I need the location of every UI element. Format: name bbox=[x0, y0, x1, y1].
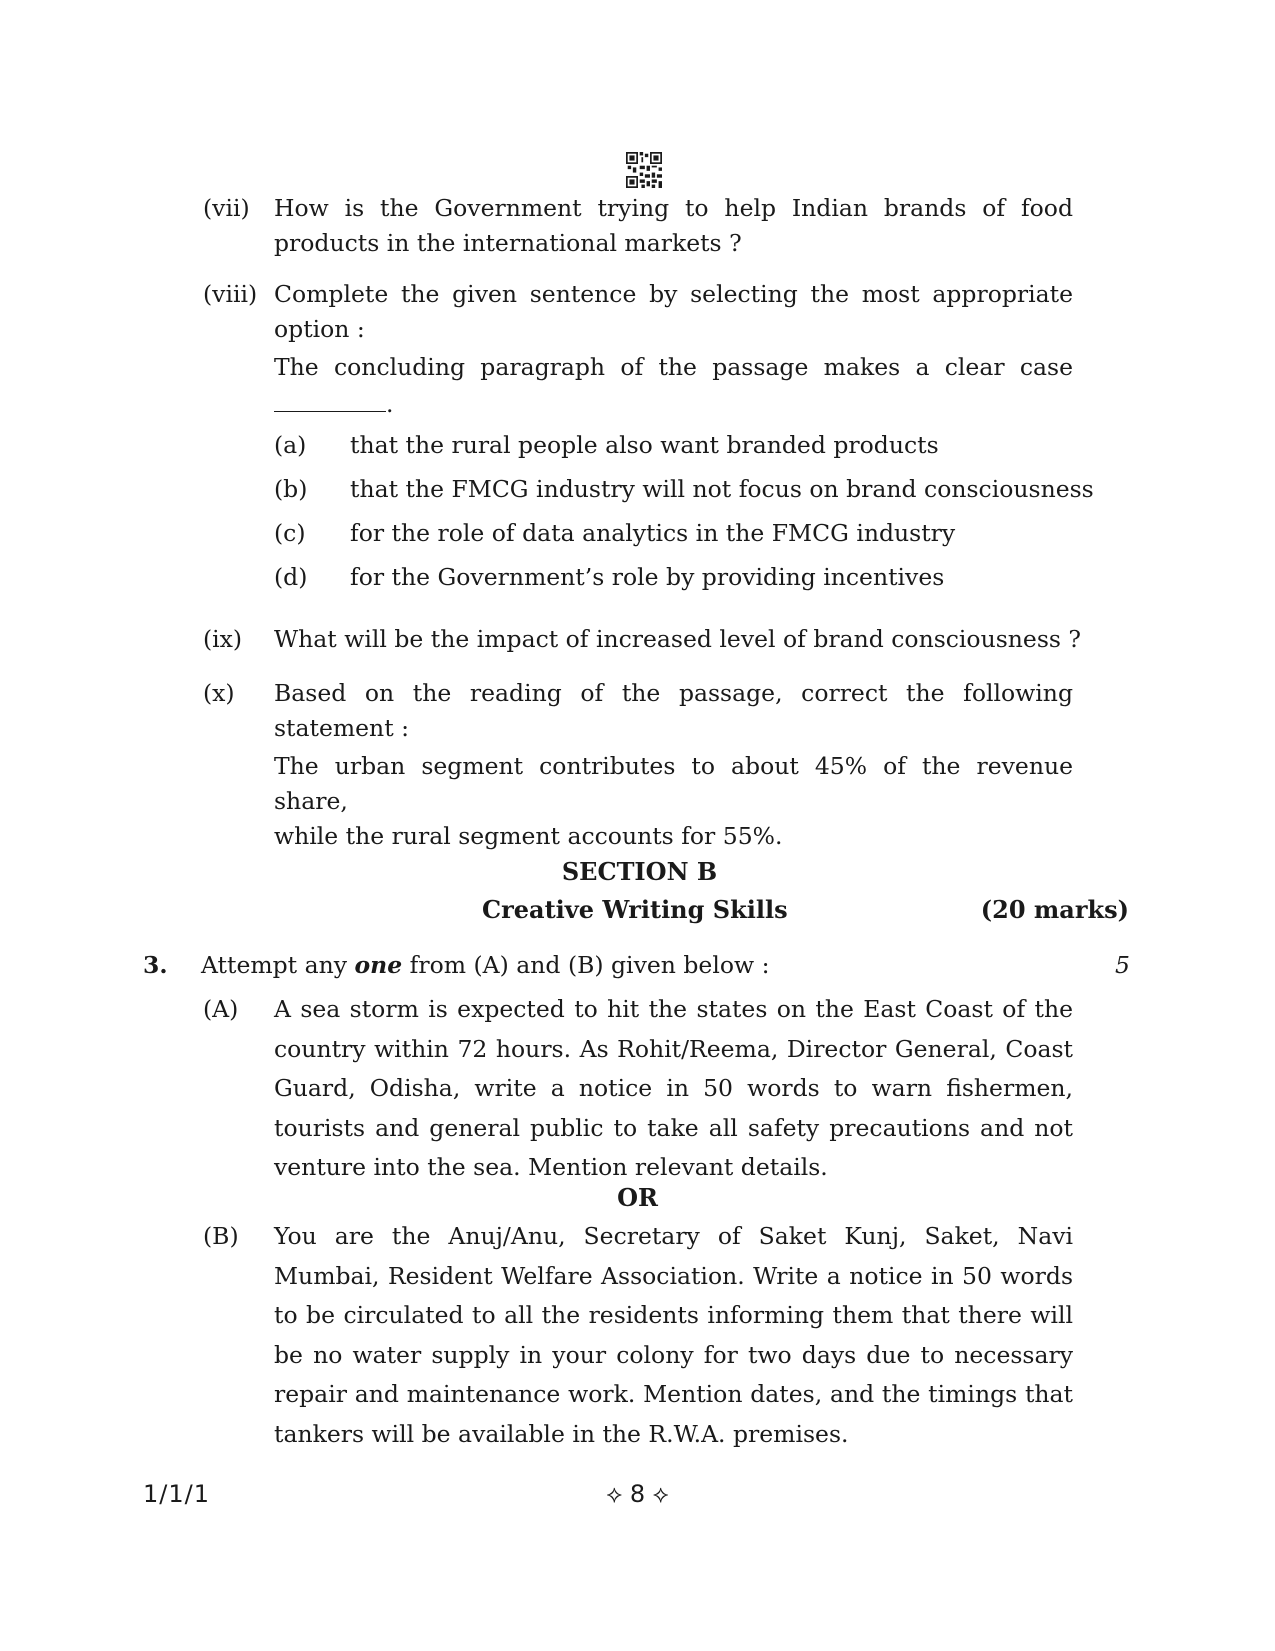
question-x bbox=[203, 676, 1073, 854]
question-marks: 5 bbox=[1115, 951, 1130, 979]
paper-code: 1/1/1 bbox=[143, 1480, 210, 1508]
option-text: You are the Anuj/Anu, Secretary of Saket Kunj, Saket, Navi Mumbai, Resident Welfare Association. Write a notice in 50 words to be circulated to all the residents informing them that there will be no water supply in your colony for two days due to necessary repair and maintenance work. Mention dates, and the timings that tankers will be available in the R.W.A. premises. bbox=[274, 1222, 1073, 1448]
option-text: for the Government’s role by providing incentives bbox=[350, 563, 945, 591]
question-number: (x) bbox=[203, 679, 235, 707]
qr-code-icon bbox=[626, 152, 662, 188]
statement-text: while the rural segment accounts for 55%. bbox=[274, 822, 783, 850]
option-text: that the rural people also want branded products bbox=[350, 431, 939, 459]
question-text: How is the Government trying to help Indian brands of food bbox=[274, 194, 1073, 222]
question-stem: The concluding paragraph of the passage makes a clear case bbox=[274, 353, 1073, 381]
question-text: option : bbox=[274, 315, 365, 343]
question-vii bbox=[203, 191, 1073, 261]
question-text: products in the international markets ? bbox=[274, 229, 742, 257]
option-d bbox=[274, 560, 1073, 604]
section-marks: (20 marks) bbox=[980, 895, 1129, 924]
option-text: for the role of data analytics in the FMCG industry bbox=[350, 519, 956, 547]
ornament-right-icon: ⟡ bbox=[645, 1480, 669, 1508]
question-number: (ix) bbox=[203, 625, 243, 653]
question-text: Based on the reading of the passage, correct the following bbox=[274, 679, 1073, 707]
option-label: (B) bbox=[203, 1222, 239, 1250]
option-label: (b) bbox=[274, 475, 308, 503]
question-number: (viii) bbox=[203, 280, 258, 308]
section-title: SECTION B bbox=[561, 857, 718, 886]
options-list bbox=[274, 428, 1094, 604]
option-label: (c) bbox=[274, 519, 306, 547]
option-a bbox=[274, 428, 1073, 472]
page-number: ⟡ 8 ⟡ bbox=[606, 1480, 669, 1508]
question-3-option-b bbox=[203, 1217, 1073, 1454]
or-divider: OR bbox=[617, 1183, 658, 1212]
answer-blank: . bbox=[274, 385, 1073, 424]
question-text: Complete the given sentence by selecting the most appropriate bbox=[274, 280, 1073, 308]
ornament-left-icon: ⟡ bbox=[606, 1480, 630, 1508]
option-text: A sea storm is expected to hit the states on the East Coast of the country within 72 hours. As Rohit/Reema, Director General, Coast Guard, Odisha, write a notice in 50 words to warn fishermen, tourists and general public to take all safety precautions and not venture into the sea. Mention relevant details. bbox=[274, 995, 1073, 1181]
option-label: (d) bbox=[274, 563, 308, 591]
question-number: (vii) bbox=[203, 194, 250, 222]
question-instruction: Attempt any one from (A) and (B) given below : bbox=[201, 951, 770, 979]
question-number: 3. bbox=[143, 951, 168, 979]
question-text: What will be the impact of increased level of brand consciousness ? bbox=[274, 625, 1082, 653]
option-label: (a) bbox=[274, 431, 307, 459]
option-c bbox=[274, 516, 1073, 560]
option-b bbox=[274, 472, 1094, 516]
statement-text: The urban segment contributes to about 45% of the revenue share, bbox=[274, 752, 1073, 815]
option-label: (A) bbox=[203, 995, 239, 1023]
option-text: that the FMCG industry will not focus on brand consciousness bbox=[350, 475, 1094, 503]
question-ix bbox=[203, 622, 1082, 657]
question-text: statement : bbox=[274, 714, 410, 742]
section-subtitle: Creative Writing Skills bbox=[482, 895, 788, 924]
question-viii bbox=[203, 277, 1094, 604]
question-3-option-a bbox=[203, 990, 1073, 1188]
